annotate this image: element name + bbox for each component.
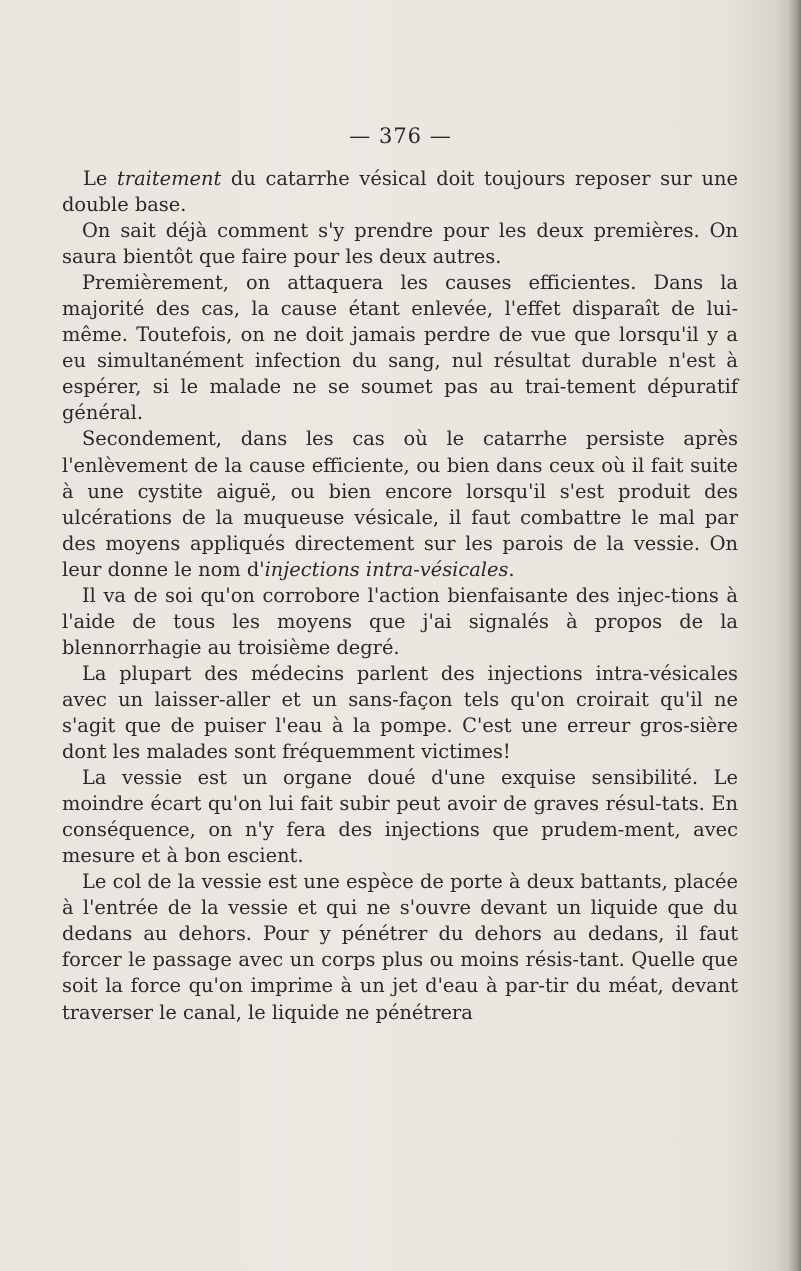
paragraph-4-end: .	[508, 557, 515, 581]
paragraph-1-text: du catarrhe vésical doit toujours reposer sur une double base.	[62, 167, 739, 217]
paragraph-5: Il va de soi qu'on corrobore l'action bienfaisante des injec-tions à l'aide de tous les moyens que j'ai signalés à propos de la blennorrhagie au troisième degré.	[62, 583, 738, 659]
paragraph-4	[62, 426, 738, 582]
paragraph-8: Le col de la vessie est une espèce de porte à deux battants, placée à l'entrée de la vessie et qui ne s'ouvre devant un liquide que du dedans au dehors. Pour y pénétrer du dehors au dedans, il faut forcer le passage avec un corps plus ou moins résis-tant. Quelle que soit la force qu'on imprime à un jet d'eau à par-tir du méat, devant traverser le canal, le liquide ne pénétrera	[62, 870, 738, 1024]
paragraph-3: Premièrement, on attaquera les causes efficientes. Dans la majorité des cas, la cause étant enlevée, l'effet disparaît de lui-même. Toutefois, on ne doit jamais perdre de vue que lorsqu'il y a eu simultanément infection du sang, nul résultat durable n'est à espérer, si le malade ne se soumet pas au trai-tement dépuratif général.	[62, 271, 738, 425]
paragraph-4-italic: injections intra-vésicales	[264, 557, 509, 581]
page-edge-shadow	[787, 0, 801, 1271]
paragraph-2: On sait déjà comment s'y prendre pour les deux premières. On saura bientôt que faire pour les deux autres.	[62, 219, 738, 269]
paragraph-1-italic: traitement	[117, 167, 222, 190]
paragraph-4-text: Secondement, dans les cas où le catarrhe persiste après l'enlèvement de la cause efficiente, ou bien dans ceux où il fait suite à une cystite aiguë, ou bien encore lorsqu'il s'est produit des ulcérations de la muqueuse vésicale, il faut combattre le mal par des moyens appliqués directement sur les parois de la vessie. On leur donne le nom d'	[62, 427, 738, 581]
page-number: — 376 —	[349, 124, 452, 148]
body-text	[62, 166, 738, 1026]
paragraph-1-lead: Le	[83, 167, 118, 190]
paragraph-6: La plupart des médecins parlent des injections intra-vésicales avec un laisser-aller et un sans-façon tels qu'on croirait qu'il ne s'agit que de puiser l'eau à la pompe. C'est une erreur gros-sière dont les malades sont fréquemment victimes!	[62, 661, 738, 764]
paragraph-7: La vessie est un organe doué d'une exquise sensibilité. Le moindre écart qu'on lui fait subir peut avoir de graves résul-tats. En conséquence, on n'y fera des injections que prudem-ment, avec mesure et à bon escient.	[62, 766, 738, 868]
paragraph-1	[62, 166, 738, 218]
